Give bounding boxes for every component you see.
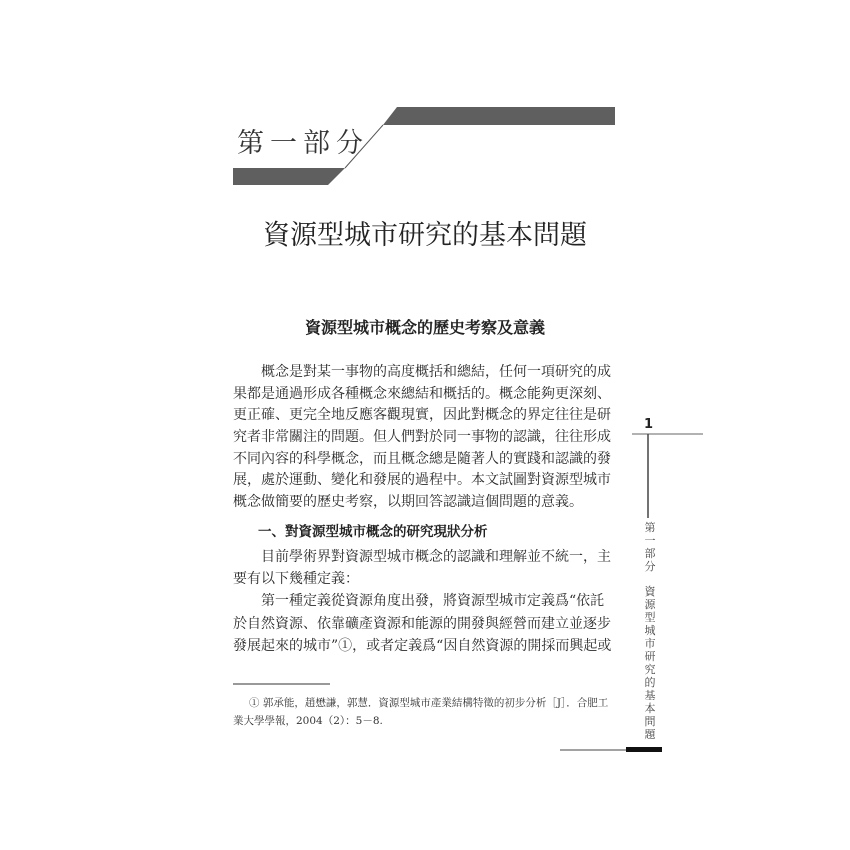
text-line: 究者非常關注的問題。但人們對於同一事物的認識，往往形成 bbox=[233, 429, 611, 445]
vertical-char: 資 bbox=[644, 585, 656, 598]
header-bar-bottom bbox=[233, 168, 345, 185]
footnote-line: 業大學學報，2004（2）：5－8. bbox=[233, 715, 383, 727]
vertical-char: 題 bbox=[644, 728, 656, 741]
vertical-char: 型 bbox=[644, 611, 656, 624]
main-title: 資源型城市研究的基本問題 bbox=[263, 220, 587, 251]
text-line: 要有以下幾種定義： bbox=[233, 571, 359, 587]
vertical-char: 基 bbox=[644, 689, 656, 702]
chapter-subtitle: 資源型城市概念的歷史考察及意義 bbox=[304, 318, 545, 337]
running-title bbox=[643, 585, 657, 741]
page-number: 1 bbox=[644, 417, 654, 432]
margin-bottom-bar bbox=[626, 747, 662, 752]
vertical-char: 源 bbox=[644, 598, 656, 611]
vertical-char: 研 bbox=[644, 650, 656, 663]
running-part bbox=[643, 521, 657, 573]
vertical-char: 本 bbox=[644, 702, 656, 715]
header-bar-top bbox=[383, 107, 615, 125]
running-header-vertical bbox=[643, 521, 657, 741]
text-line: 概念做簡要的歷史考察，以期回答認識這個問題的意義。 bbox=[233, 494, 583, 510]
vertical-char: 究 bbox=[644, 663, 656, 676]
vertical-char: 第 bbox=[644, 521, 656, 534]
text-line: 更正確、更完全地反應客觀現實，因此對概念的界定往往是研 bbox=[233, 407, 611, 423]
vertical-char: 分 bbox=[644, 560, 656, 573]
section-heading: 一、對資源型城市概念的研究現狀分析 bbox=[258, 524, 488, 540]
text-line: 發展起來的城市”①，或者定義爲“因自然資源的開採而興起或 bbox=[233, 638, 612, 654]
text-line: 第一種定義從資源角度出發，將資源型城市定義爲“依託 bbox=[261, 593, 605, 609]
text-line: 目前學術界對資源型城市概念的認識和理解並不統一，主 bbox=[261, 549, 611, 565]
text-line: 於自然資源、依靠礦產資源和能源的開發與經營而建立並逐步 bbox=[233, 616, 611, 632]
vertical-char: 城 bbox=[644, 624, 656, 637]
part-label: 第一部分 bbox=[237, 128, 369, 159]
vertical-char: 一 bbox=[644, 534, 656, 547]
text-line: 不同內容的科學概念，而且概念總是隨著人的實踐和認識的發 bbox=[233, 451, 611, 467]
text-line: 展，處於運動、變化和發展的過程中。本文試圖對資源型城市 bbox=[233, 472, 611, 488]
vertical-char: 的 bbox=[644, 676, 656, 689]
text-line: 概念是對某一事物的高度概括和總結，任何一項研究的成 bbox=[261, 364, 611, 380]
footnote-line: ① 郭承能，趙懋謙，郭慧．資源型城市產業結構特徵的初步分析［J］．合肥工 bbox=[249, 697, 609, 709]
vertical-char: 問 bbox=[644, 715, 656, 728]
vertical-char: 部 bbox=[644, 547, 656, 560]
vertical-char: 市 bbox=[644, 637, 656, 650]
text-line: 果都是通過形成各種概念來總結和概括的。概念能夠更深刻、 bbox=[233, 386, 611, 402]
